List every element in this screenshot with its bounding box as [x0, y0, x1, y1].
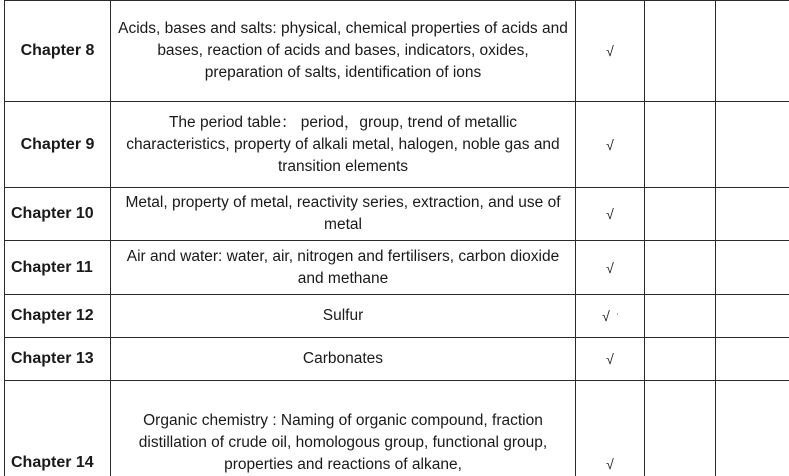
chapter-label: Chapter 9 — [5, 102, 111, 188]
empty-cell — [645, 188, 716, 241]
check-mark-stray: ' — [617, 314, 618, 320]
table-row — [5, 338, 789, 381]
check-mark: √ — [576, 102, 645, 188]
check-mark: √ — [576, 1, 645, 102]
chapter-content: Sulfur — [111, 295, 576, 338]
empty-cell — [645, 241, 716, 295]
chapter-label: Chapter 13 — [5, 338, 111, 381]
table-row — [5, 102, 789, 188]
empty-cell — [716, 102, 789, 188]
check-mark: √ — [576, 188, 645, 241]
empty-cell — [645, 102, 716, 188]
empty-cell — [645, 381, 716, 476]
empty-cell — [645, 295, 716, 338]
empty-cell — [716, 188, 789, 241]
chapter-content: Carbonates — [111, 338, 576, 381]
table-row — [5, 295, 789, 338]
chapter-content: Organic chemistry : Naming of organic compound, fraction distillation of crude oil, homologous group, functional group, properties and reactions of alkane, — [111, 381, 576, 476]
check-mark: √ — [576, 381, 645, 476]
check-mark-glyph: √ — [602, 308, 610, 324]
table-row — [5, 1, 789, 102]
check-mark — [576, 295, 645, 338]
table-row — [5, 188, 789, 241]
empty-cell — [645, 338, 716, 381]
chapter-content: The period table： period，group, trend of metallic characteristics, property of alkali metal, halogen, noble gas and transition elements — [111, 102, 576, 188]
chapter-content: Acids, bases and salts: physical, chemical properties of acids and bases, reaction of acids and bases, indicators, oxides, preparation of salts, identification of ions — [111, 1, 576, 102]
empty-cell — [716, 1, 789, 102]
check-mark: √ — [576, 338, 645, 381]
table-row — [5, 381, 789, 476]
chapter-label: Chapter 11 — [5, 241, 111, 295]
empty-cell — [716, 381, 789, 476]
empty-cell — [645, 1, 716, 102]
empty-cell — [716, 338, 789, 381]
syllabus-table — [4, 0, 789, 476]
chapter-label: Chapter 12 — [5, 295, 111, 338]
chapter-label: Chapter 8 — [5, 1, 111, 102]
chapter-label: Chapter 10 — [5, 188, 111, 241]
chapter-content: Metal, property of metal, reactivity series, extraction, and use of metal — [111, 188, 576, 241]
empty-cell — [716, 241, 789, 295]
chapter-label: Chapter 14 — [5, 381, 111, 476]
table-row — [5, 241, 789, 295]
empty-cell — [716, 295, 789, 338]
chapter-content: Air and water: water, air, nitrogen and fertilisers, carbon dioxide and methane — [111, 241, 576, 295]
check-mark: √ — [576, 241, 645, 295]
